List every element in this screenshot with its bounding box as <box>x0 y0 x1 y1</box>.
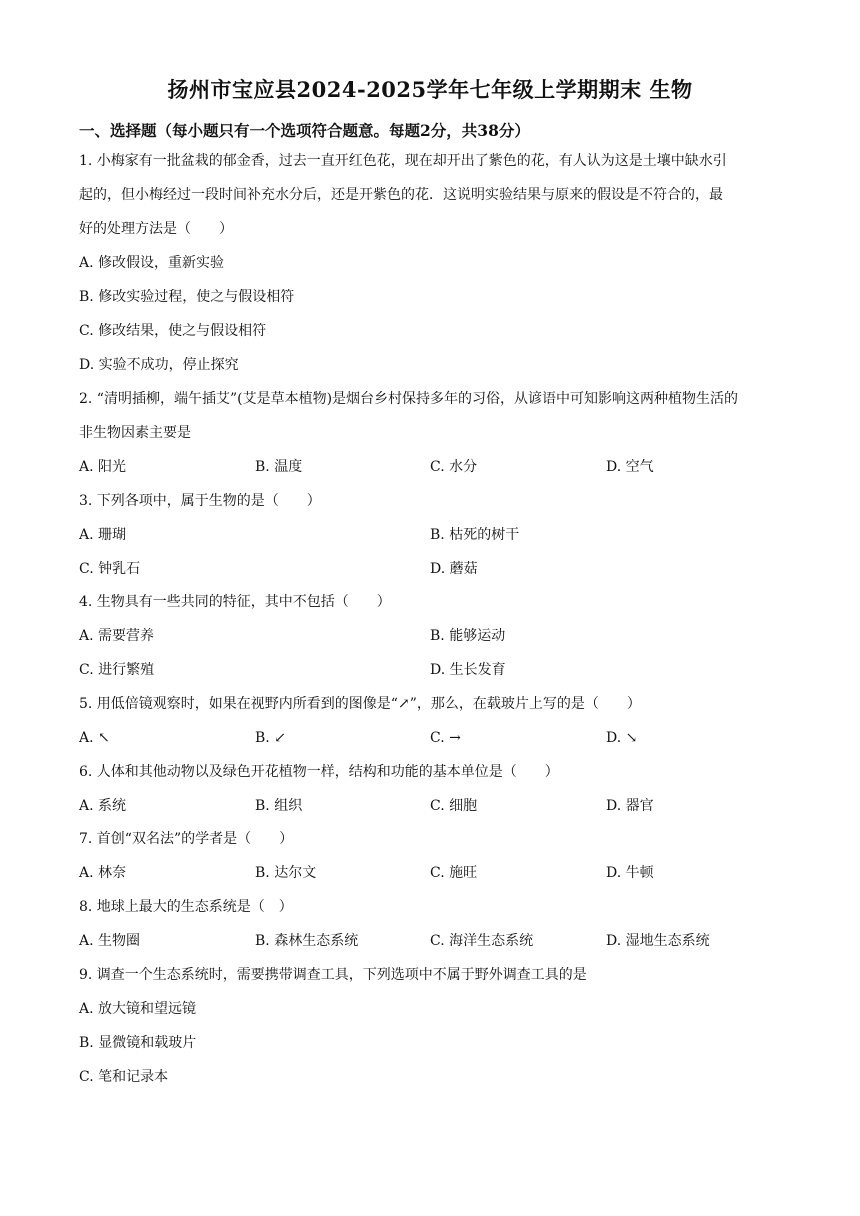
question-3-option-a: A. 珊瑚 <box>79 527 127 543</box>
question-8-option-c: C. 海洋生态系统 <box>430 933 534 949</box>
question-1-option-b: B. 修改实验过程，使之与假设相符 <box>79 289 295 305</box>
question-9-option-c: C. 笔和记录本 <box>79 1069 169 1085</box>
question-8-option-a: A. 生物圈 <box>79 933 141 949</box>
question-5-stem: 5. 用低倍镜观察时，如果在视野内所看到的图像是“↗”，那么，在载玻片上写的是（ ） <box>79 696 641 712</box>
question-4-stem: 4. 生物具有一些共同的特征，其中不包括（ ） <box>79 594 391 610</box>
question-5-option-d: D. ↘ <box>606 730 638 746</box>
question-1-option-d: D. 实验不成功，停止探究 <box>79 357 239 373</box>
question-2-options <box>79 457 799 477</box>
question-7-option-b: B. 达尔文 <box>255 865 317 881</box>
question-6-stem: 6. 人体和其他动物以及绿色开花植物一样，结构和功能的基本单位是（ ） <box>79 764 559 780</box>
question-1-option-c: C. 修改结果，使之与假设相符 <box>79 323 267 339</box>
question-6-option-d: D. 器官 <box>606 798 654 814</box>
question-3-stem: 3. 下列各项中，属于生物的是（ ） <box>79 493 321 509</box>
question-5-option-c: C. → <box>430 730 461 746</box>
question-9-option-a: A. 放大镜和望远镜 <box>79 1001 197 1017</box>
question-4-option-a: A. 需要营养 <box>79 628 155 644</box>
page-title: 扬州市宝应县2024-2025学年七年级上学期期末 生物 <box>167 77 693 102</box>
question-9-stem: 9. 调查一个生态系统时，需要携带调查工具，下列选项中不属于野外调查工具的是 <box>79 967 587 983</box>
question-7-stem: 7. 首创“双名法”的学者是（ ） <box>79 831 294 847</box>
question-1-option-a: A. 修改假设，重新实验 <box>79 255 225 271</box>
question-3-option-d: D. 蘑菇 <box>430 561 478 577</box>
question-7-option-d: D. 牛顿 <box>606 865 654 881</box>
question-3-options <box>79 559 799 579</box>
question-2-option-d: D. 空气 <box>606 459 654 475</box>
question-6-option-b: B. 组织 <box>255 798 303 814</box>
question-4-options <box>79 626 799 646</box>
question-8-stem: 8. 地球上最大的生态系统是（ ） <box>79 899 293 915</box>
question-5-option-a: A. ↖ <box>79 730 110 746</box>
question-2-option-a: A. 阳光 <box>79 459 127 475</box>
question-3-options <box>79 525 799 545</box>
section-heading: 一、选择题（每小题只有一个选项符合题意。每题2分，共38分） <box>79 121 530 140</box>
question-8-option-d: D. 湿地生态系统 <box>606 933 710 949</box>
question-8-options <box>79 931 799 951</box>
question-1-stem: 好的处理方法是（ ） <box>79 221 233 237</box>
question-4-option-c: C. 进行繁殖 <box>79 662 155 678</box>
question-3-option-b: B. 枯死的树干 <box>430 527 520 543</box>
question-2-option-c: C. 水分 <box>430 459 478 475</box>
question-2-stem: 非生物因素主要是 <box>79 425 191 441</box>
question-4-option-d: D. 生长发育 <box>430 662 506 678</box>
question-7-option-c: C. 施旺 <box>430 865 478 881</box>
question-9-option-b: B. 显微镜和载玻片 <box>79 1035 197 1051</box>
question-3-option-c: C. 钟乳石 <box>79 561 141 577</box>
question-4-option-b: B. 能够运动 <box>430 628 506 644</box>
question-1-stem: 1. 小梅家有一批盆栽的郁金香，过去一直开红色花，现在却开出了紫色的花，有人认为这是土壤中缺水引 <box>79 153 727 169</box>
question-2-stem: 2. “清明插柳，端午插艾”(艾是草本植物)是烟台乡村保持多年的习俗，从谚语中可知影响这两种植物生活的 <box>79 391 739 407</box>
question-5-option-b: B. ↙ <box>255 730 286 746</box>
question-7-option-a: A. 林奈 <box>79 865 127 881</box>
question-6-option-a: A. 系统 <box>79 798 127 814</box>
question-2-option-b: B. 温度 <box>255 459 303 475</box>
question-4-options <box>79 660 799 680</box>
question-6-options <box>79 796 799 816</box>
question-6-option-c: C. 细胞 <box>430 798 478 814</box>
question-8-option-b: B. 森林生态系统 <box>255 933 359 949</box>
question-5-options <box>79 728 799 748</box>
question-7-options <box>79 863 799 883</box>
question-1-stem: 起的，但小梅经过一段时间补充水分后，还是开紫色的花．这说明实验结果与原来的假设是不符合的，最 <box>79 187 723 203</box>
